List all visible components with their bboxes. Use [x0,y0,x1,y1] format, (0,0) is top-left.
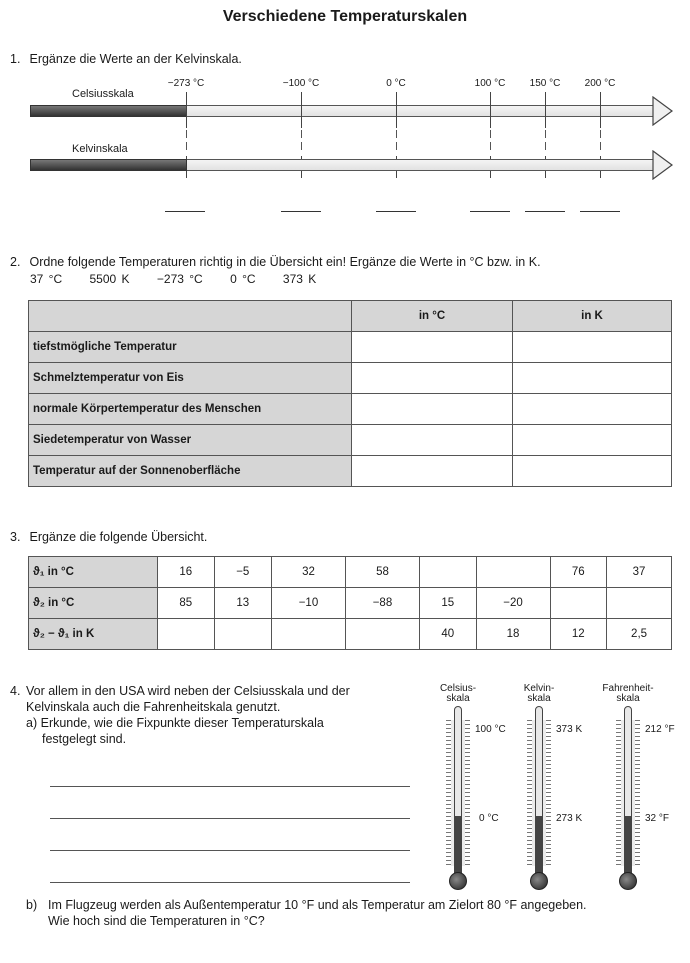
therm-title-line: Celsius- [439,683,477,694]
task3-text: Ergänze die folgende Übersicht. [29,530,208,544]
table-cell[interactable] [550,588,607,619]
celsius-therm-title [438,684,478,704]
kelvin-top-label: 373 K [556,724,583,735]
table-row [29,363,672,394]
task4a-label: a) [26,716,38,730]
table-row [29,394,672,425]
answer-blank[interactable] [376,211,416,212]
row-label: Schmelztemperatur von Eis [29,363,352,394]
value-item: 373 K [282,272,317,286]
table-cell[interactable]: 76 [550,557,607,588]
task4-heading [10,683,350,747]
table-cell[interactable]: −5 [214,557,271,588]
row-label: Siedetemperatur von Wasser [29,425,352,456]
page-title: Verschiedene Temperaturskalen [222,8,468,25]
answer-cell[interactable] [513,394,672,425]
header-cell: in K [513,301,672,332]
table-cell[interactable] [419,557,476,588]
task3-table [28,556,672,650]
tick-label: −273 °C [167,78,205,89]
kelvin-scale-arrow [30,150,678,178]
answer-line[interactable] [50,850,410,851]
row-label: Temperatur auf der Sonnenoberfläche [29,456,352,487]
table-cell[interactable]: 58 [345,557,419,588]
task4-text2: Kelvinskala auch die Fahrenheitskala genutzt. [26,700,281,714]
tick-label: 200 °C [584,78,616,89]
table-cell[interactable]: 15 [419,588,476,619]
table-cell[interactable] [476,557,550,588]
task2-values [30,272,316,286]
task2-heading [10,255,541,269]
table-cell[interactable]: 37 [607,557,672,588]
table-cell[interactable]: 32 [271,557,345,588]
table-cell[interactable] [158,619,215,650]
answer-blank[interactable] [470,211,510,212]
answer-cell[interactable] [352,456,513,487]
answer-cell[interactable] [513,456,672,487]
kelvin-scale-label: Kelvinskala [72,143,128,155]
answer-cell[interactable] [352,425,513,456]
fahrenheit-top-label: 212 °F [645,724,675,735]
task2-number: 2. [10,255,21,269]
celsius-scale-label: Celsiusskala [72,88,134,100]
answer-cell[interactable] [352,332,513,363]
table-cell[interactable]: 40 [419,619,476,650]
task4-text1: Vor allem in den USA wird neben der Celsiusskala und der [26,684,350,698]
task1-number: 1. [10,52,21,66]
task4a-text2: festgelegt sind. [42,732,127,746]
row-label: ϑ₂ − ϑ₁ in K [29,619,158,650]
celsius-bottom-label: 0 °C [479,813,499,824]
fahrenheit-bottom-label: 32 °F [645,813,670,824]
therm-title-line: Fahrenheit- [602,683,654,694]
task4a-text1: Erkunde, wie die Fixpunkte dieser Temperaturskala [40,716,324,730]
header-cell: in °C [352,301,513,332]
table-cell[interactable]: 12 [550,619,607,650]
tick-label: 100 °C [474,78,506,89]
table-row [29,557,672,588]
value-item: 0 °C [230,272,256,286]
tick-label: −100 °C [282,78,320,89]
task4b-text1: Im Flugzeug werden als Außentemperatur 10 °F und als Temperatur am Zielort 80 °F angegeben. [48,898,587,912]
value-item: 5500 K [89,272,130,286]
task2-text: Ordne folgende Temperaturen richtig in die Übersicht ein! Ergänze die Werte in °C bzw. in K. [29,255,541,269]
table-row [29,588,672,619]
task1-heading [10,52,242,66]
table-cell[interactable]: 13 [214,588,271,619]
row-label: tiefstmögliche Temperatur [29,332,352,363]
table-cell[interactable] [271,619,345,650]
answer-line[interactable] [50,786,410,787]
row-label: normale Körpertemperatur des Menschen [29,394,352,425]
table-cell[interactable]: 85 [158,588,215,619]
table-row [29,425,672,456]
answer-cell[interactable] [513,363,672,394]
answer-blank[interactable] [580,211,620,212]
therm-title-line: skala [527,693,551,704]
celsius-tick-labels [0,78,690,92]
table-cell[interactable] [607,588,672,619]
table-cell[interactable]: −20 [476,588,550,619]
value-item: −273 °C [156,272,203,286]
therm-title-line: skala [446,693,470,704]
task3-number: 3. [10,530,21,544]
table-cell[interactable]: −10 [271,588,345,619]
row-label: ϑ₁ in °C [29,557,158,588]
kelvin-bottom-label: 273 K [556,813,583,824]
fahrenheit-therm-title [596,684,660,704]
answer-blank[interactable] [525,211,565,212]
task4b [26,897,587,929]
table-row [29,619,672,650]
tick-label: 0 °C [386,78,406,89]
answer-cell[interactable] [513,332,672,363]
kelvin-answer-blanks [0,211,690,213]
task3-heading [10,530,207,544]
value-item: 37 °C [30,272,63,286]
answer-blank[interactable] [281,211,321,212]
therm-title-line: skala [616,693,640,704]
table-cell[interactable] [345,619,419,650]
table-cell[interactable] [214,619,271,650]
answer-cell[interactable] [513,425,672,456]
table-cell[interactable]: 18 [476,619,550,650]
answer-cell[interactable] [352,394,513,425]
header-cell [29,301,352,332]
celsius-top-label: 100 °C [475,724,506,735]
table-cell[interactable]: 2,5 [607,619,672,650]
therm-title-line: Kelvin- [523,683,555,694]
table-cell[interactable]: −88 [345,588,419,619]
answer-cell[interactable] [352,363,513,394]
table-row [29,456,672,487]
row-label: ϑ₂ in °C [29,588,158,619]
tick-label: 150 °C [529,78,561,89]
table-cell[interactable]: 16 [158,557,215,588]
table-row [29,332,672,363]
task1-text: Ergänze die Werte an der Kelvinskala. [29,52,242,66]
kelvin-therm-title [519,684,559,704]
table-row [29,301,672,332]
task4-number: 4. [10,684,21,698]
answer-line[interactable] [50,818,410,819]
task2-table [28,300,672,487]
task4b-text2: Wie hoch sind die Temperaturen in °C? [48,914,265,928]
answer-line[interactable] [50,882,410,883]
answer-blank[interactable] [165,211,205,212]
task4b-label: b) [26,898,38,912]
